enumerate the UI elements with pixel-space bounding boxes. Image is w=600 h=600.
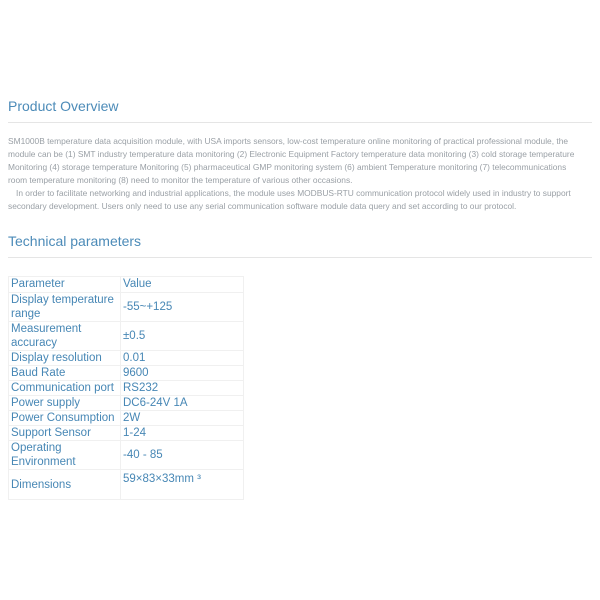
table-row [9,426,244,441]
overview-paragraph-line: Monitoring (4) storage temperature Monitoring (5) pharmaceutical GMP monitoring system (6) ambient Temperature monitoring (7) telecommunications [8,162,567,172]
technical-parameters-table [8,276,244,500]
value-cell: RS232 [121,381,244,396]
table-header-row [9,277,244,293]
parameter-cell: Dimensions [9,470,121,500]
value-cell: ±0.5 [121,322,244,351]
table-row [9,381,244,396]
table-row [9,351,244,366]
overview-paragraph-line: room temperature monitoring (8) need to monitor the temperature of various other occasions. [8,175,353,185]
value-cell: 0.01 [121,351,244,366]
value-cell: 2W [121,411,244,426]
value-cell: 9600 [121,366,244,381]
parameter-cell: Display temperature range [9,293,121,322]
column-header-parameter: Parameter [9,277,121,293]
column-header-value: Value [121,277,244,293]
parameter-cell: Communication port [9,381,121,396]
table-row [9,293,244,322]
overview-text [8,135,592,213]
table-row [9,396,244,411]
parameter-cell: Support Sensor [9,426,121,441]
table-row [9,411,244,426]
parameter-cell: Power Consumption [9,411,121,426]
parameter-cell: Measurement accuracy [9,322,121,351]
overview-paragraph-line: In order to facilitate networking and industrial applications, the module uses MODBUS-RTU communication protocol widely used in industry to support [16,188,571,198]
value-cell: 1-24 [121,426,244,441]
value-cell: -40 - 85 [121,441,244,470]
table-row [9,470,244,500]
overview-paragraph-line: module can be (1) SMT industry temperature data monitoring (2) Electronic Equipment Factory temperature data monitoring (3) cold storage temperature [8,149,575,159]
value-cell: -55~+125 [121,293,244,322]
parameter-cell: Power supply [9,396,121,411]
overview-paragraph-line: secondary development. Users only need to use any serial communication software module data query and set according to our protocol. [8,201,517,211]
value-cell: 59×83×33mm ³ [121,470,244,500]
value-cell: DC6-24V 1A [121,396,244,411]
overview-paragraph-line: SM1000B temperature data acquisition module, with USA imports sensors, low-cost temperature online monitoring of practical professional module, the [8,136,569,146]
table-row [9,366,244,381]
technical-parameters-heading: Technical parameters [8,234,592,258]
parameter-cell: Display resolution [9,351,121,366]
table-row [9,322,244,351]
parameter-cell: Operating Environment [9,441,121,470]
overview-heading: Product Overview [8,99,592,123]
parameter-cell: Baud Rate [9,366,121,381]
table-row [9,441,244,470]
